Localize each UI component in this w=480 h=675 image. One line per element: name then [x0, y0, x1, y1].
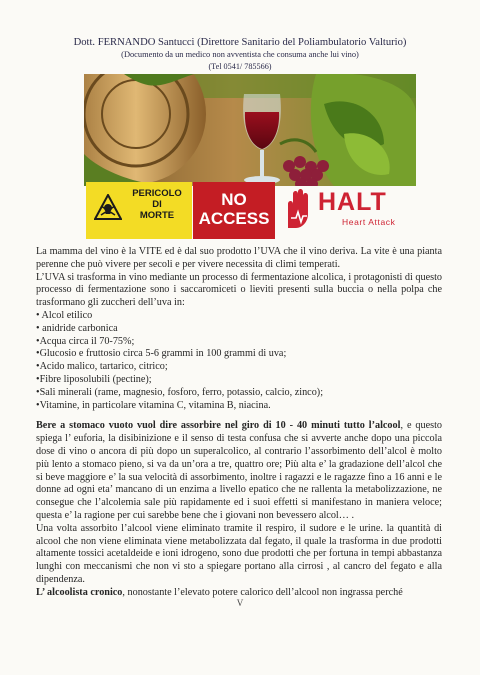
list-item: •Fibre liposolubili (pectine);: [36, 373, 152, 385]
author-line: Dott. FERNANDO Santucci (Direttore Sanitario del Poliambulatorio Valturio): [73, 37, 407, 48]
danger-sign: [86, 182, 192, 239]
paragraph-elimination: Una volta assorbito l’alcool viene eliminato tramite il respiro, il sudore e le urine. la quantità di alcool che non viene eliminata viene metabolizzata dal fegato, il quale la trasforma in due prodotti altamente tossici acetaldeide e ioni idrogeno, sono due prodotti che per fortuna in tempi abbastanza lunghi con meccanismi che non vi sto a spiegare portano alla cirrosi , al cancro del fegato e alla dipendenza.: [36, 522, 442, 585]
list-item: •Glucosio e fruttosio circa 5-6 grammi in 100 grammi di uva;: [36, 348, 287, 360]
paragraph-fermentation: L’UVA si trasforma in vino mediante un processo di fermentazione alcolica, i protagonisti di questo processo di fermentazione sono i saccaromiceti o lieviti presenti sulla buccia o nella polpa che trasformano gli zuccheri dell’uva in:: [36, 271, 442, 309]
document-header: [0, 36, 480, 73]
danger-sign-line1: PERICOLO: [132, 188, 182, 199]
halt-heart-attack-logo: [280, 182, 416, 239]
list-item: •Acido malico, tartarico, citrico;: [36, 361, 168, 373]
list-item: •Sali minerali (rame, magnesio, fosforo, ferro, potassio, calcio, zinco);: [36, 386, 324, 398]
composition-list: [36, 310, 442, 412]
list-item: • anidride carbonica: [36, 322, 118, 334]
absorption-text: , e questo spiega l’ euforia, la disibinizione e il senso di testa confusa che si avverte anche dopo una piccola dose di vino o ancora di più dopo un superalcolico, al contrario l’assorbimento dell’alcol è molto più lento a stomaco pieno, si va da un’ora a tre, quattro ore; Più alta e’ la gradazione dell’alcol che si beve maggiore e’ la sua velocità di assorbimento, inoltre i ragazzi e le ragazze fino a 16 anni e le donne ad ogni eta’ mancano di un enzima a livello epatico che ne rallenta la metabolizzazione, ne consegue che l’alcolemia sale più rapidamente ed i suoi effetti si manifestano in maniera veloce; questa e’ la ragione per cui sarebbe bene che i giovani non bevessero alcol… .: [36, 420, 443, 521]
danger-sign-line2: DI: [152, 199, 162, 210]
no-access-line2: ACCESS: [198, 209, 270, 228]
halt-subtitle: Heart Attack: [342, 217, 396, 227]
no-access-line1: NO: [221, 190, 247, 209]
phone-line: (Tel 0541/ 785566): [208, 62, 272, 71]
page-number: V: [236, 598, 244, 608]
chronic-text: , nonostante l’elevato potere calorico dell’alcool non ingrassa perché: [122, 586, 403, 598]
chronic-heading: L’ alcoolista cronico: [36, 586, 123, 598]
no-access-sign: [193, 182, 275, 239]
list-item: •Vitamine, in particolare vitamina C, vitamina B, niacina.: [36, 399, 271, 411]
paragraph-absorption: [36, 420, 442, 522]
list-item: •Acqua circa il 70-75%;: [36, 335, 135, 347]
halt-word: HALT: [318, 188, 387, 216]
danger-sign-line3: MORTE: [139, 210, 175, 221]
document-note: (Documento da un medico non avventista che consuma anche lui vino): [121, 50, 359, 59]
list-item: • Alcol etilico: [36, 309, 93, 321]
warning-signs: [86, 182, 416, 239]
wine-banner-image: [84, 74, 416, 186]
absorption-heading: Bere a stomaco vuoto vuol dire assorbire nel giro di 10 - 40 minuti tutto l’alcool: [36, 420, 401, 432]
skull-warning-icon: [94, 194, 122, 220]
paragraph-vine: La mamma del vino è la VITE ed è dal suo prodotto l’UVA che il vino deriva. La vite è una pianta perenne che può vivere per secoli e per vivere necessita di climi temperati.: [36, 246, 442, 270]
article-body: [36, 246, 442, 600]
hand-stop-icon: [282, 188, 316, 230]
